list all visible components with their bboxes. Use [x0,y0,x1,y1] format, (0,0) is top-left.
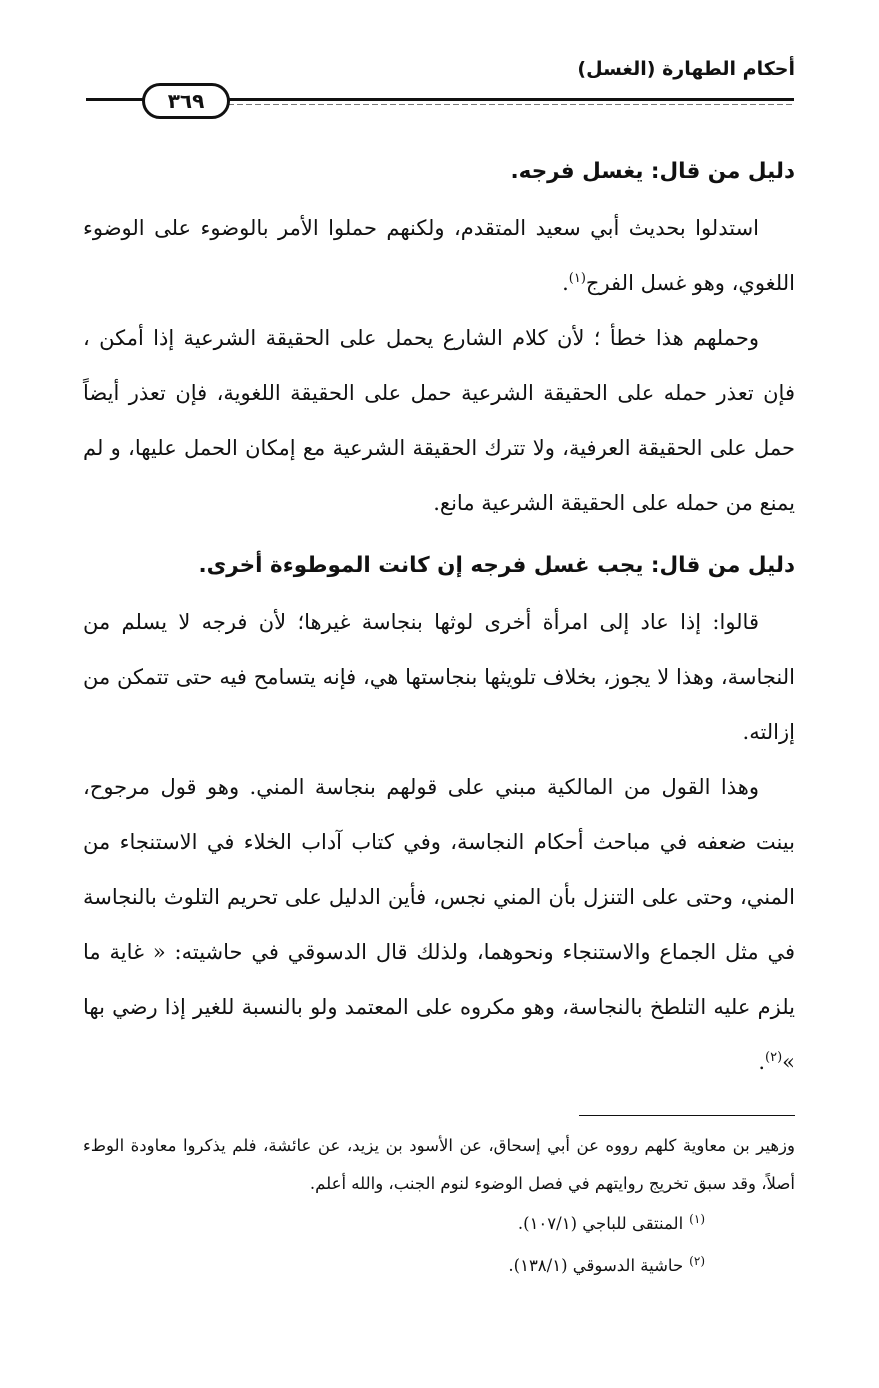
footnote-mark: (٢) [689,1253,705,1268]
section-heading: دليل من قال: يجب غسل فرجه إن كانت الموطوءة أخرى. [198,553,795,578]
paragraph-end: . [758,1050,765,1074]
page-number: ٣٦٩ [142,83,230,119]
paragraph [83,201,795,311]
footnote-reference[interactable]: (٢) [765,1050,783,1065]
paragraph [83,760,795,1090]
footnote-reference[interactable]: (١) [568,271,586,286]
paragraph [83,595,795,760]
footnote-text: المنتقى للباجي (١٠٧/١). [517,1214,684,1233]
paragraph-text: قالوا: إذا عاد إلى امرأة أخرى لوثها بنجاسة غيرها؛ لأن فرجه لا يسلم من النجاسة، وهذا لا يجوز، بخلاف تلويثها بنجاستها هي، فإنه يتسامح فيه حتى تتمكن من إزالته. [83,610,795,744]
paragraph-text: وحملهم هذا خطأ ؛ لأن كلام الشارع يحمل على الحقيقة الشرعية إذا أمكن ، فإن تعذر حمله على الحقيقة الشرعية حمل على الحقيقة اللغوية، فإن تعذر أيضاً حمل على الحقيقة العرفية، ولا تترك الحقيقة الشرعية مع إمكان الحمل عليها، و لم يمنع من حمله على الحقيقة الشرعية مانع. [83,326,795,515]
footnotes [83,1127,795,1287]
footnote-item [83,1245,795,1287]
footnote-mark: (١) [689,1211,705,1226]
paragraph-end: . [562,271,569,295]
paragraph-text: وهذا القول من المالكية مبني على قولهم بنجاسة المني. وهو قول مرجوح، بينت ضعفه في مباحث أحكام النجاسة، وفي كتاب آداب الخلاء في الاستنجاء من المني، وحتى على التنزل بأن المني نجس، فأين الدليل على تحريم التلوث بالنجاسة في مثل الجماع والاستنجاء ونحوهما، ولذلك قال الدسوقي في حاشيته: « غاية ما يلزم عليه التلطخ بالنجاسة، وهو مكروه على المعتمد ولو بالنسبة للغير إذا رضي بها » [83,775,795,1074]
header-ornament-rule [210,104,794,105]
footnote-separator [579,1115,795,1116]
section-heading: دليل من قال: يغسل فرجه. [510,159,795,184]
main-text [83,143,795,1090]
footnote-item [83,1203,795,1245]
paragraph [83,311,795,531]
paragraph-text: استدلوا بحديث أبي سعيد المتقدم، ولكنهم حملوا الأمر بالوضوء على الوضوء اللغوي، وهو غسل الفرج [83,216,795,295]
footnote-text: حاشية الدسوقي (١٣٨/١). [508,1256,684,1275]
footnote-continuation: وزهير بن معاوية كلهم رووه عن أبي إسحاق، عن الأسود بن يزيد، عن عائشة، فلم يذكروا معاودة الوطء أصلاً، وقد سبق تخريج روايتهم في فصل الوضوء لنوم الجنب، والله أعلم. [83,1136,795,1193]
running-title: أحكام الطهارة (الغسل) [577,58,795,80]
